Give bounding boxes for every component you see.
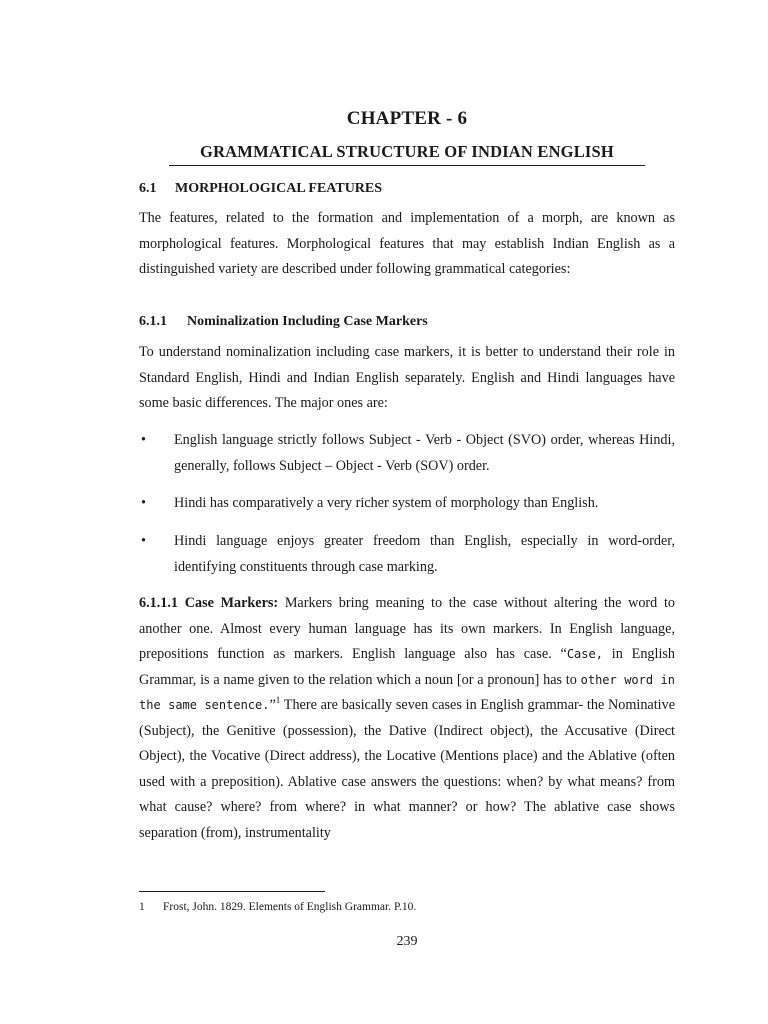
paragraph-nominalization: To understand nominalization including case markers, it is better to understand their role in Standard English, Hindi and Indian English separately. English and Hindi languages have some basic differences. The major ones are: bbox=[139, 344, 675, 411]
section-number: 6.1.1 bbox=[139, 314, 167, 329]
list-item-text: Hindi language enjoys greater freedom than English, especially in word-order, identifying constituents through case marking. bbox=[174, 533, 675, 575]
footnote-number: 1 bbox=[139, 901, 145, 913]
section-title: Nominalization Including Case Markers bbox=[187, 314, 428, 329]
list-item-text: English language strictly follows Subject - Verb - Object (SVO) order, whereas Hindi, generally, follows Subject – Object - Verb (SOV) order. bbox=[174, 432, 675, 474]
paragraph-text: in English Grammar, is a name given to the relation which a noun [or a pronoun] has to bbox=[139, 646, 675, 688]
section-number: 6.1 bbox=[139, 181, 157, 196]
list-item bbox=[139, 490, 675, 516]
paragraph-morphological-features: The features, related to the formation and implementation of a morph, are known as morphological features. Morphological features that may establish Indian English as a distinguished variety are described under following grammatical categories: bbox=[139, 210, 675, 277]
footnote-reference[interactable]: 1 bbox=[275, 695, 281, 705]
list-item-text: Hindi has comparatively a very richer system of morphology than English. bbox=[174, 495, 599, 511]
page-number: 239 bbox=[396, 934, 418, 949]
subsection-heading: 6.1.1.1 Case Markers: bbox=[139, 595, 279, 611]
quote-close: ” bbox=[269, 697, 276, 713]
chapter-title: GRAMMATICAL STRUCTURE OF INDIAN ENGLISH bbox=[169, 141, 645, 166]
list-item bbox=[139, 427, 675, 479]
section-heading-6-1-1 bbox=[139, 314, 428, 330]
footnote bbox=[139, 901, 416, 913]
bullet-icon: • bbox=[141, 495, 146, 511]
bullet-icon: • bbox=[141, 432, 146, 448]
quoted-text: Case, bbox=[566, 647, 603, 661]
footnote-text: Frost, John. 1829. Elements of English Grammar. P.10. bbox=[163, 901, 417, 913]
paragraph-case-markers bbox=[139, 591, 675, 846]
list-item bbox=[139, 528, 675, 580]
paragraph-text: There are basically seven cases in English grammar- the Nominative (Subject), the Genitive (possession), the Dative (Indirect object), the Accusative (Direct Object), the Vocative (Direct address), the Locative (Mentions place) and the Ablative (often used with a preposition). Ablative case answers the questions: when? by what means? from what cause? where? from where? in what manner? or how? The ablative case shows separation (from), instrumentality bbox=[139, 697, 675, 841]
section-heading-6-1 bbox=[139, 181, 382, 197]
footnote-divider bbox=[139, 891, 325, 892]
quoted-text: other word in the same sentence. bbox=[139, 672, 676, 712]
paragraph-text: Markers bring meaning to the case without altering the word to another one. Almost every human language has its own markers. In English language, prepositions function as markers. English language also has case. “ bbox=[139, 595, 675, 662]
section-title: MORPHOLOGICAL FEATURES bbox=[175, 181, 383, 196]
bullet-icon: • bbox=[141, 533, 146, 549]
chapter-number: CHAPTER - 6 bbox=[346, 108, 468, 129]
